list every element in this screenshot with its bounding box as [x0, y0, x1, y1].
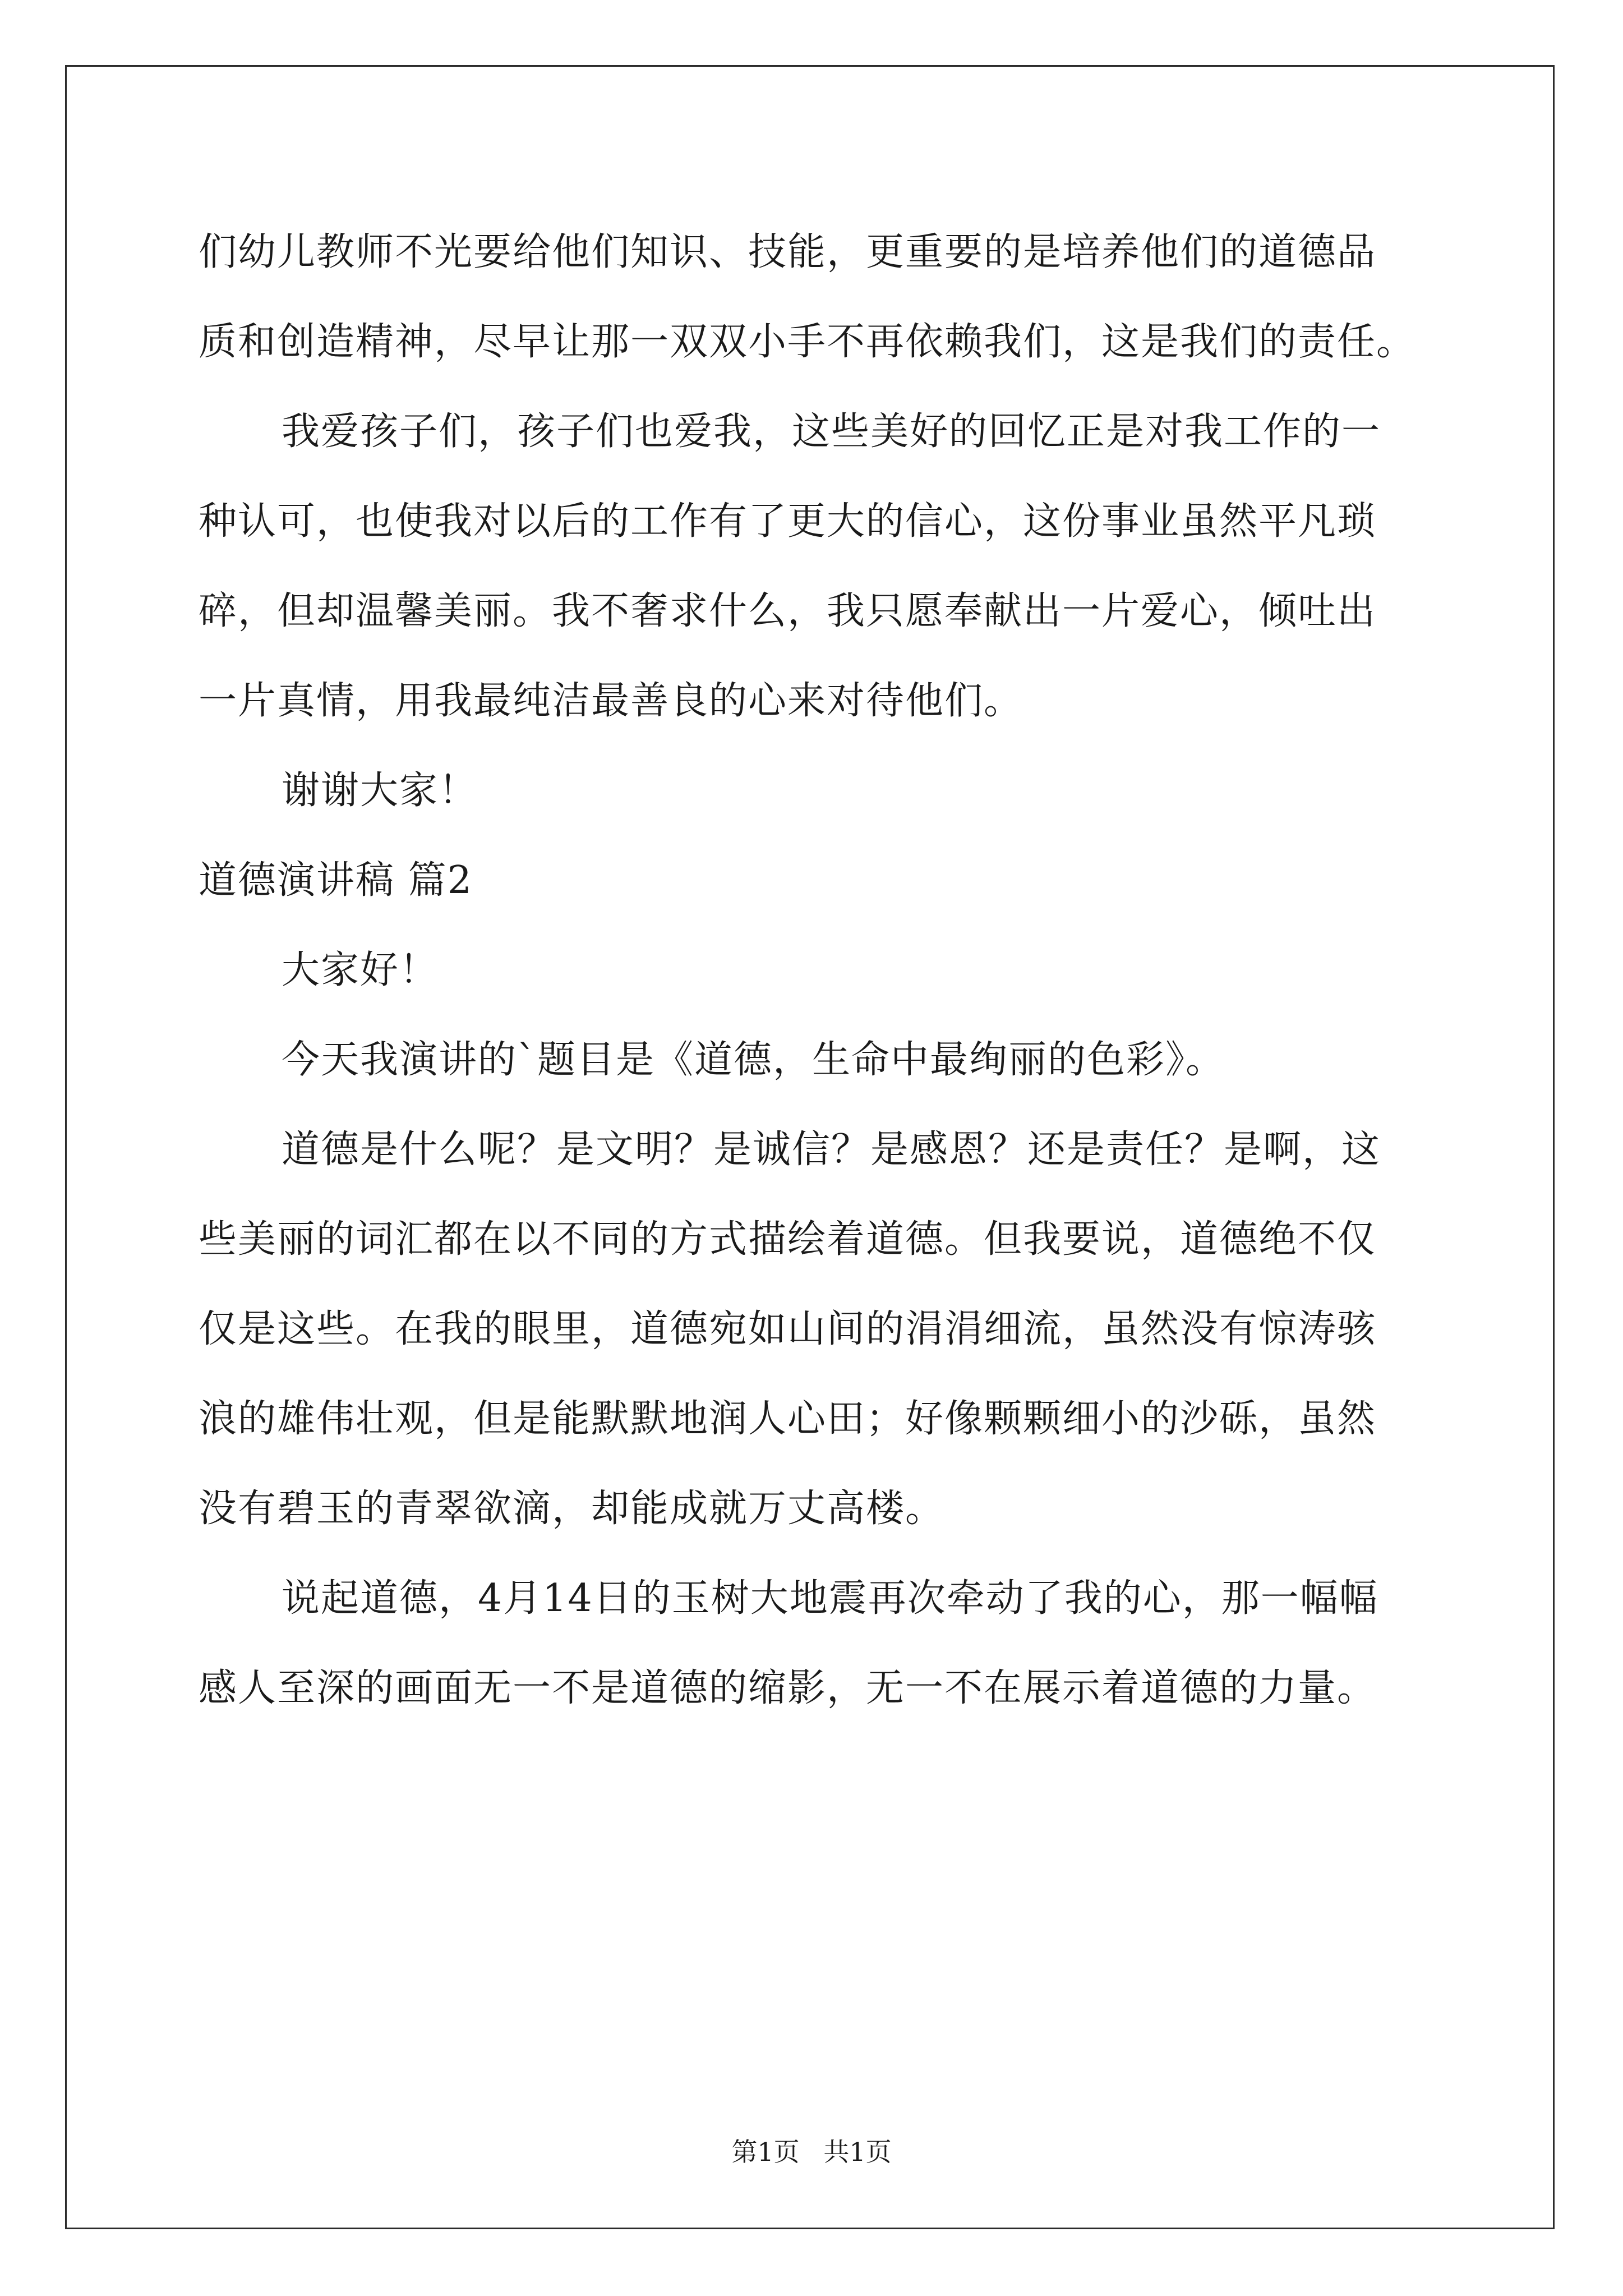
greeting: 大家好！: [282, 948, 439, 992]
text-line-15: 没有碧玉的青翠欲滴，却能成就万丈高楼。: [199, 1487, 945, 1531]
page-number-current: 第1页: [731, 2137, 800, 2167]
text-line-5: 碎，但却温馨美丽。我不奢求什么，我只愿奉献出一片爱心，倾吐出: [199, 589, 1377, 633]
page-footer: [0, 2132, 1623, 2169]
section-heading: 道德演讲稿 篇2: [199, 858, 473, 903]
text-line-10: 今天我演讲的`题目是《道德，生命中最绚丽的色彩》。: [282, 1038, 1225, 1082]
page-number-total: 共1页: [823, 2137, 892, 2167]
text-line-12: 些美丽的词汇都在以不同的方式描绘着道德。但我要说，道德绝不仅: [199, 1217, 1377, 1262]
text-line-3: 我爱孩子们，孩子们也爱我，这些美好的回忆正是对我工作的一: [282, 409, 1381, 454]
document-body: [199, 208, 1432, 1733]
text-line-4: 种认可，也使我对以后的工作有了更大的信心，这份事业虽然平凡琐: [199, 499, 1377, 544]
closing-thanks: 谢谢大家！: [282, 769, 478, 813]
text-line-6: 一片真情，用我最纯洁最善良的心来对待他们。: [199, 679, 1023, 723]
text-line-16: 说起道德，4月14日的玉树大地震再次牵动了我的心，那一幅幅: [282, 1576, 1378, 1621]
text-line-13: 仅是这些。在我的眼里，道德宛如山间的涓涓细流，虽然没有惊涛骇: [199, 1307, 1377, 1351]
text-line-17: 感人至深的画面无一不是道德的缩影，无一不在展示着道德的力量。: [199, 1666, 1377, 1710]
text-line-11: 道德是什么呢？是文明？是诚信？是感恩？还是责任？是啊，这: [282, 1128, 1381, 1172]
text-line-1: 们幼儿教师不光要给他们知识、技能，更重要的是培养他们的道德品: [199, 230, 1377, 274]
text-line-14: 浪的雄伟壮观，但是能默默地润人心田；好像颗颗细小的沙砾，虽然: [199, 1397, 1377, 1441]
text-line-2: 质和创造精神，尽早让那一双双小手不再依赖我们，这是我们的责任。: [199, 320, 1416, 364]
